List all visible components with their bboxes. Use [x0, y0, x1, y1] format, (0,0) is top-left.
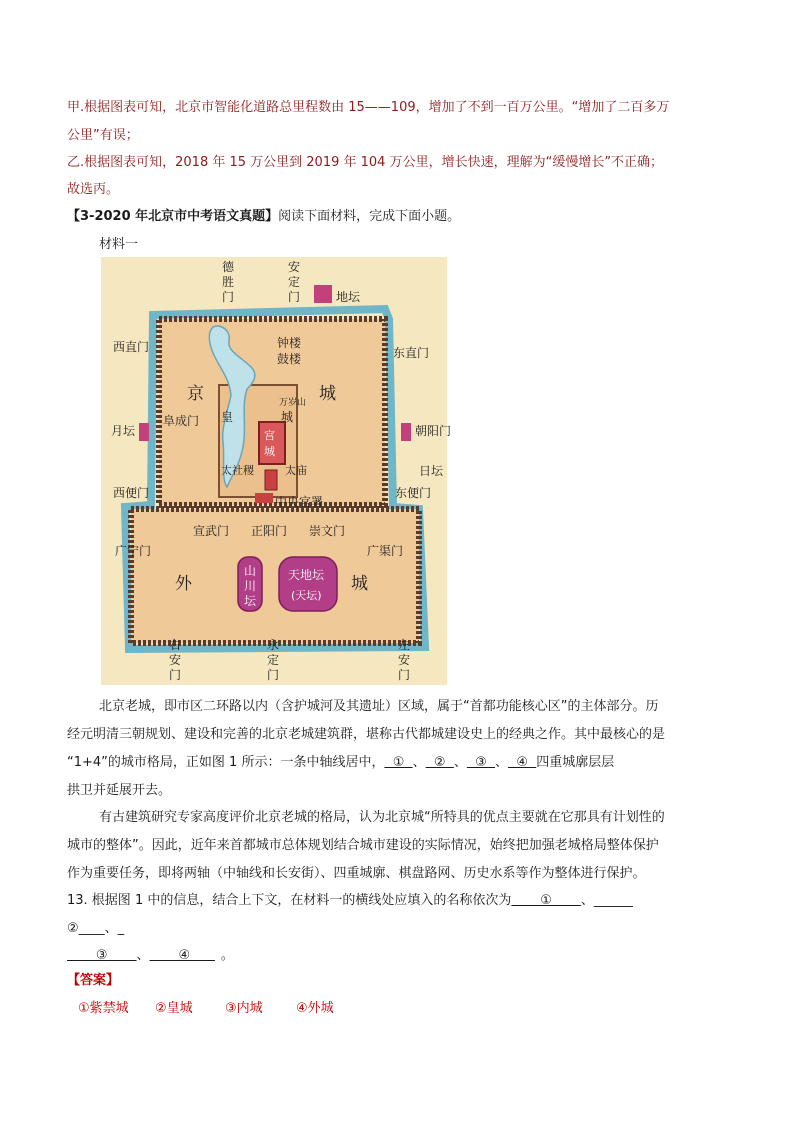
central-axis-gate: [265, 470, 277, 490]
ditan-altar: [314, 285, 332, 303]
map-label-guangqumen: 广渠门: [367, 544, 404, 558]
map-label-desheng-2: 胜: [222, 275, 235, 289]
separator: 、: [136, 948, 150, 963]
map-label-yongdingmen-3: 门: [267, 668, 280, 682]
map-label-guangningmen: 广宁门: [115, 544, 152, 558]
answer-blank-4[interactable]: ④: [149, 948, 215, 963]
section-header: [67, 205, 460, 224]
map-label-desheng-3: 门: [222, 290, 235, 304]
period: 。: [220, 948, 234, 963]
yuetan-altar: [139, 423, 149, 441]
map-label-dongbianmen: 东便门: [395, 486, 432, 500]
answer-item-4: ④外城: [296, 1001, 334, 1016]
map-label-fuchengmen: 阜成门: [163, 414, 200, 428]
map-label-zhonglou: 钟楼: [277, 336, 302, 350]
map-label-youanmen-3: 门: [169, 668, 182, 682]
map-label-zhengyangmen: 正阳门: [251, 524, 288, 538]
answer-item-2: ②皇城: [155, 1001, 193, 1016]
map-label-taimiao: 太庙: [285, 464, 307, 477]
separator: 、: [495, 755, 509, 770]
map-label-chaoyangmen: 朝阳门: [415, 424, 452, 438]
map-label-xizhimen: 西直门: [113, 340, 150, 354]
question-line-1: [67, 889, 633, 908]
map-label-huang: 皇: [221, 410, 234, 424]
map-label-anding-2: 定: [288, 275, 301, 289]
answer-item-3: ③内城: [225, 1001, 263, 1016]
question-line-2[interactable]: ②____、_: [67, 921, 125, 936]
map-label-zuoanmen-3: 门: [398, 668, 411, 682]
tiandi-altar: [279, 557, 337, 611]
map-label-waicheng-cheng: 城: [351, 574, 368, 594]
map-label-wansuishan: 万岁山: [279, 398, 307, 408]
map-label-zuoanmen-1: 左: [398, 638, 411, 652]
answer-heading: 【答案】: [67, 973, 120, 988]
blank-3: ③: [466, 755, 496, 770]
question-line-3: [67, 944, 234, 963]
para2-line-1: 有古建筑研究专家高度评价北京老城的格局，认为北京城“所特具的优点主要就在它那具有计划性的: [99, 810, 665, 825]
map-label-gong: 宫: [264, 429, 275, 442]
map-label-chongwenmen: 崇文门: [309, 524, 346, 538]
answer-item-1: ①紫禁城: [78, 1001, 129, 1016]
map-label-anding-3: 门: [288, 290, 301, 304]
map-label-yongdingmen-2: 定: [267, 653, 280, 667]
separator: 、: [580, 893, 594, 908]
map-label-cheng: 城: [319, 384, 336, 404]
map-label-zhongyang-guanshu: 中央官署: [275, 495, 324, 509]
map-label-huangcheng-cheng: 城: [281, 410, 294, 424]
central-offices-block: [255, 493, 273, 503]
map-label-ritan: 日坛: [419, 464, 444, 478]
map-label-zuoanmen-2: 安: [398, 653, 411, 667]
blank-4: ④: [508, 755, 537, 770]
blank-1: ①: [384, 755, 413, 770]
map-label-dongzhimen: 东直门: [393, 346, 430, 360]
map-label-shanchuan-3: 坛: [244, 594, 257, 608]
explain-line-4: 故选丙。: [67, 182, 120, 197]
explain-line-1: 甲.根据图表可知，北京市智能化道路总里程数由 15——109，增加了不到一百万公里。“增加了二百多万: [67, 100, 670, 115]
ritan-altar: [401, 423, 411, 441]
blank-2: ②: [425, 755, 454, 770]
map-label-youanmen-1: 右: [169, 638, 182, 652]
map-label-tiandi-altar: 天地坛: [288, 568, 325, 582]
para2-line-2: 城市的整体”。因此，近年来首都城市总体规划结合城市建设的实际情况，始终把加强老城格局整体保护: [67, 838, 659, 853]
map-label-yongdingmen-1: 永: [267, 638, 280, 652]
question-source-tag: 【3-2020 年北京市中考语文真题】: [67, 209, 279, 224]
para1-line-3-end: 四重城廓层层: [536, 755, 615, 770]
answer-blank-1[interactable]: ①: [511, 893, 581, 908]
map-label-shanchuan-1: 山: [244, 564, 257, 578]
map-label-gongcheng-cheng: 城: [264, 445, 275, 458]
para2-line-3: 作为重要任务，即将两轴（中轴线和长安街）、四重城廓、棋盘路网、历史水系等作为整体进行保护。: [67, 866, 646, 881]
map-label-jing: 京: [187, 384, 204, 404]
map-label-ditan: 地坛: [336, 290, 361, 304]
para1-line-3: [67, 751, 614, 770]
map-label-gulou: 鼓楼: [277, 352, 302, 366]
explain-line-2: 公里”有误；: [67, 128, 139, 143]
question-text: 13. 根据图 1 中的信息，结合上下文，在材料一的横线处应填入的名称依次为: [67, 893, 512, 908]
beijing-city-map: [101, 257, 452, 685]
map-label-shanchuan-2: 川: [244, 579, 257, 593]
answer-blank-2-start[interactable]: ______: [593, 893, 633, 908]
map-label-taishe: 太社稷: [221, 464, 254, 477]
map-label-anding-1: 安: [288, 260, 301, 274]
para1-line-2: 经元明清三朝规划、建设和完善的北京老城建筑群，堪称古代都城建设史上的经典之作。其中最核心的是: [67, 727, 666, 742]
map-label-tiantan: (天坛): [291, 589, 322, 602]
map-label-wai: 外: [175, 574, 192, 594]
para1-line-4: 拱卫并延展开去。: [67, 783, 172, 798]
map-label-xuanwumen: 宣武门: [193, 524, 230, 538]
map-label-yuetan: 月坛: [111, 424, 136, 438]
explain-line-3: 乙.根据图表可知，2018 年 15 万公里到 2019 年 104 万公里，增长快速，理解为“缓慢增长”不正确；: [67, 155, 664, 170]
instruction-text: 阅读下面材料，完成下面小题。: [278, 209, 461, 224]
para1-line-1: 北京老城，即市区二环路以内（含护城河及其遗址）区域，属于“首都功能核心区”的主体部分。历: [99, 699, 659, 714]
answer-blank-3[interactable]: ③: [67, 948, 137, 963]
separator: 、: [453, 755, 467, 770]
map-label-youanmen-2: 安: [169, 653, 182, 667]
para1-line-3-text: “1+4”的城市格局，正如图 1 所示：一条中轴线居中，: [67, 755, 385, 770]
separator: 、: [412, 755, 426, 770]
map-label-xibianmen: 西便门: [113, 486, 150, 500]
map-label-desheng-1: 德: [222, 260, 235, 274]
material-label: 材料一: [99, 237, 139, 252]
